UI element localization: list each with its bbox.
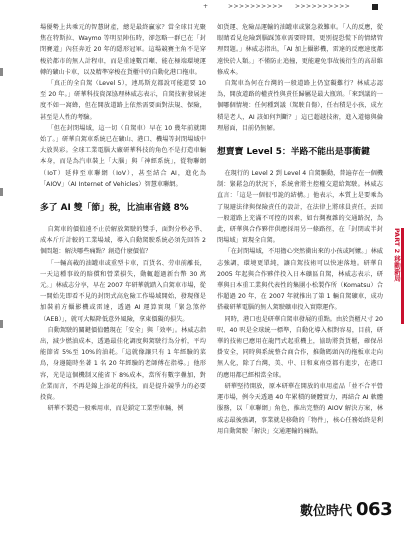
paragraph: 自動駕駛的關鍵價值體現在「安全」與「效率」。林威志指出，減少燃油成本，透過最佳化調度與駕駛行為分析，平均能節省 5%至 10%的油耗。「這就像讓只有 1 年經驗的菜鳥，身邊隨時坐著 1 名 20 年經驗的老師傅在指導。」他形容，光是這個機制又能省下 8%成本，當所有數字疊加，對企業而言，不再是錦上添花的科技，而是提升競爭力的必要投資。	[40, 326, 206, 402]
top-marks	[0, 3, 406, 13]
paragraph: 自駕車的價值遠不止於解放駕駛的雙手，面對分秒必爭、成本斤斤計較的工業場域，導入自動駕駛系統必須先回答 2 個問題：解決哪些痛點？創造什麼價值？	[40, 226, 206, 256]
paragraph: 「但在封閉場域，這一切（自駕車）早在 10 幾年前就開始了。」研華自駕車系統已在礦山、港口、機場等封閉場域中大放異彩。全球工業電腦大廠研華科技的角色不是打造車輛本身，而是為汽車裝上「大腦」與「神經系統」，從物聯網（IoT）延伸至車聯網（IoV），甚至結合 AI，進化為「AIOV」（AI Internet of Vehicles）智慧車聯網。	[40, 124, 206, 188]
section-tab-bar	[401, 228, 404, 324]
margin-rule	[0, 320, 3, 328]
arrow-strip-left: >>>>>>>>>>	[228, 3, 284, 10]
corner-square-icon	[372, 4, 378, 10]
paragraph: 同時，港口也是研華自駕車發展的重點。由於貨櫃尺寸 20 呎、40 呎是全球統一標準，自動化導入相對容易，目前，研華的技術已應用在龍門式起重機上，協助將貨貨櫃，確保吊掛安全，同時與系統整合商合作，推動碼頭內的拖板車走向無人化，除了台灣，美、中、日和東南亞都有進步，在港口的應用都已經相當全球。	[217, 315, 383, 379]
page-footer	[300, 499, 392, 520]
paragraph: 自駕車為何在台灣的一般道路上仍窒礙難行？林威志認為，開放道路的權責性與責任歸屬是最大瓶頸。「來到議的一個哪個情境：任何種到議（駕駛自傷），任右積是小孩，成左積是老人，AI 該如何判斷？」這已超越技術，進入道德與倫理層面，目前仍無解。	[217, 80, 383, 132]
paragraph: 「在封閉場域，不用擔心突然衝出來的小孩或阿嬤。」林威志強調，環境更單純，讓自駕技術可以快速落地。研華自 2005 年起與合作夥伴投入日本礦區自駕，林威志表示，研華與日本重工業與代表性的集團小松製作所（Komatsu）合作超過 20 年，在 2007 年就推出了第 1 輛自駕礦車，成功搭載研華電腦的無人駕駛礦車投入實際運作。	[217, 248, 383, 312]
paragraph: 「真正的全自駕（Level 5），連馬斯克都說可能還要 10 至 20 年。」研華科技資深協理林威志表示，自駕技術發展速度不如一窩蜂，但在開放道路上依然需要面對法規、保險，甚至是人性的考驗。	[40, 80, 206, 121]
margin-rule	[0, 188, 3, 196]
section-tab-label: PART 2 移動新局	[393, 228, 401, 282]
section-tab	[390, 228, 406, 324]
paragraph: 如貨運、危險品運輸的油罐車或緊急救難車。「人的反應，從眼睛看見危險到腦踩煞車需要時間，更別提恐慌下的情緒管理問題。」林威志指出，「AI 加上攝影機，雷達的反應速度都遠快於人類。」不僅防止追撞，更能避免事故後衍生的高昂維修成本。	[217, 24, 383, 76]
left-column	[40, 22, 206, 415]
crop-mark: +	[203, 3, 209, 10]
section-heading: 多了 AI 雙「節」稅，比油車省錢 8%	[40, 203, 189, 214]
magazine-logo: 數位時代	[300, 504, 353, 519]
paragraph: 在現行的 Level 2 到 Level 4 自駕驅動，普遍存在一個機制：緊鬆急的狀況下，系統會將主控權交還給駕駛。林威志直言：「這是一個很弔詭的結構。」他表示，本質上是要乘為了規避法律與保險責任的設計，在法律上將球員責任，丟回一般道路上充滿不可控的因素，如台灣複雜的交通路況，為此，研華與合作夥伴供應採用另一條路徑，在「封閉或半封閉場域」實現全自駕。	[217, 170, 383, 245]
paragraph: 研華不製造一般乘用車，而是鎖定工業型車輛，例	[47, 405, 184, 413]
arrow-strip-right: >>>>>>>>>>	[295, 3, 351, 10]
paragraph: 場優勢上共乘元的智慧財產，總是最終贏家？當全球目光聚焦在特斯拉、Waymo 等明星陣伍時，卻忽略一群已在「封閉賽道」內狂奔近 20 年的隱形冠軍。這場競賽主角不是穿梭於都市的無人計程車，而是重達數百噸、能在極端環境運轉的礦山卡車，以及精準穿梭在貨櫃中的自動化港口拖車。	[40, 24, 206, 76]
paragraph: 「一輛高載的油罐車或重型卡車，百貨名、劳車前離長，一天這種事故的賠償和營業損失，動輒超過新台幣 30 萬元。」林威志分享，早在 2007 年研華就踏入自駕車市場，從一開始先即看不見的封閉式高危險工作場域開始，發現僅是加裝前方攝影機或雷達，透過 AI 運算實現「緊急煞停（AEB）」，就可大幅降低意外風險，拿東價礙的損失。	[40, 259, 206, 323]
section-heading: 想賣寶 Level 5：半路不能出是事衝鍵	[217, 147, 370, 158]
page-number: 063	[356, 499, 393, 520]
paragraph: 研華堅持開放，原本研華在開放的車用產品「並不合平營運市場，例今天透過 40 年累積的硬體實力，再結合 AI 軟體服務，以「車聯網」角色，推出完整的 AIOV 解決方案，林威志最後強調，事業就是移動的「物件」，核心任務始終是利用自動駕駛「解決」交通運輸的痛點。	[217, 382, 383, 435]
margin-rule	[0, 68, 3, 76]
right-column	[217, 22, 383, 437]
